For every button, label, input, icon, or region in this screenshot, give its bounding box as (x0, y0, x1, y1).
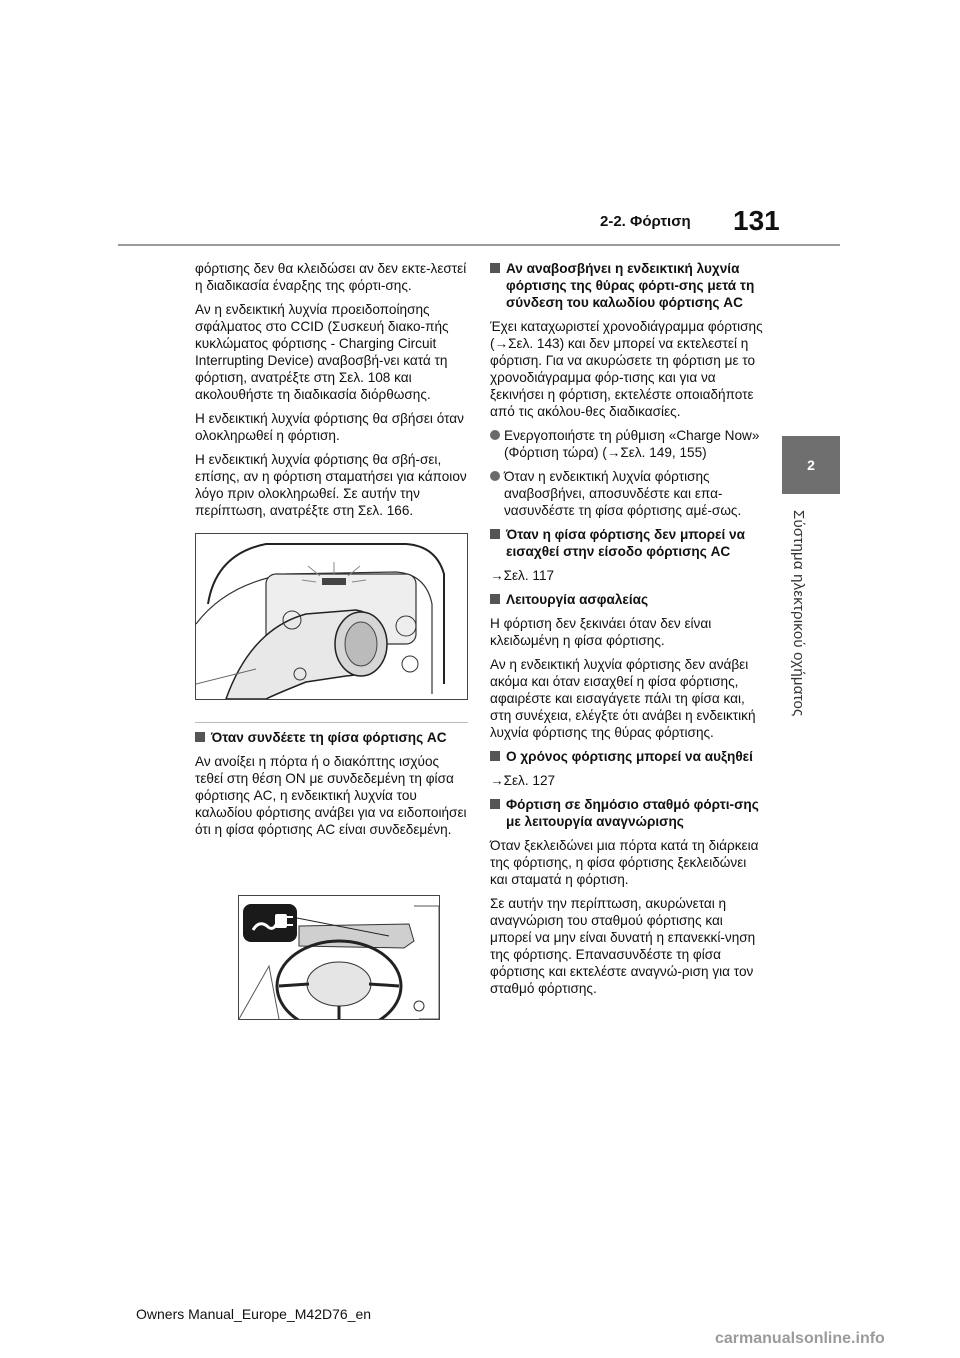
heading-square-icon (195, 732, 205, 742)
section-title: 2-2. Φόρτιση (600, 213, 691, 230)
chapter-label: Σύστημα ηλεκτρικού οχήματος (790, 510, 807, 717)
page-reference: →Σελ. 127 (490, 773, 556, 788)
paragraph: Αν ανοίξει η πόρτα ή ο διακόπτης ισχύος τεθεί στη θέση ON με συνδεδεμένη τη φίσα φόρτισης AC, η ενδεικτική λυχνία του καλωδίου φόρτισης ανάβει για να ειδοποιήσει ότι η φίσα φόρτισης AC είναι συνδεδεμένη. (195, 754, 467, 837)
bullet-dot-icon (490, 471, 500, 481)
section-heading: Όταν η φίσα φόρτισης δεν μπορεί να εισαχθεί στην είσοδο φόρτισης AC (490, 526, 765, 560)
chapter-tab: 2 (782, 436, 840, 494)
header-rule (118, 244, 840, 246)
paragraph: Όταν ξεκλειδώνει μια πόρτα κατά τη διάρκεια της φόρτισης, η φίσα φόρτισης ξεκλειδώνει και σταματά η φόρτιση. (490, 838, 759, 887)
right-column (490, 260, 765, 1004)
paragraph: Η ενδεικτική λυχνία φόρτισης θα σβήσει όταν ολοκληρωθεί η φόρτιση. (195, 411, 464, 443)
dashboard-indicator-illustration (238, 895, 440, 1020)
section-heading: Ο χρόνος φόρτισης μπορεί να αυξηθεί (490, 748, 765, 765)
section-heading: Αν αναβοσβήνει η ενδεικτική λυχνία φόρτισης της θύρας φόρτι-σης μετά τη σύνδεση του καλωδίου φόρτισης AC (490, 260, 765, 311)
footer-manual-id: Owners Manual_Europe_M42D76_en (136, 1306, 372, 1322)
section-heading: Φόρτιση σε δημόσιο σταθμό φόρτι-σης με λειτουργία αναγνώρισης (490, 796, 765, 830)
watermark: carmanualsonline.info (715, 1330, 885, 1347)
section-rule (195, 722, 468, 723)
page-number: 131 (733, 205, 780, 236)
heading-square-icon (490, 529, 500, 539)
paragraph: Έχει καταχωριστεί χρονοδιάγραμμα φόρτισης (→Σελ. 143) και δεν μπορεί να εκτελεστεί η φόρτιση. Για να ακυρώσετε τη φόρτιση με το χρονοδιάγραμμα φόρ-τισης και για να ξεκινήσει η φόρτιση, εκτελέστε οποιαδήποτε από τις ακόλου-θες διαδικασίες. (490, 319, 763, 419)
paragraph: Η ενδεικτική λυχνία φόρτισης θα σβή-σει, επίσης, αν η φόρτιση σταματήσει για κάποιον λόγο πριν ολοκληρωθεί. Σε αυτήν την περίπτωση, ανατρέξτε στη Σελ. 166. (195, 452, 467, 518)
heading-square-icon (490, 263, 500, 273)
paragraph: Αν η ενδεικτική λυχνία φόρτισης δεν ανάβει ακόμα και όταν εισαχθεί η φίσα φόρτισης, αφαιρέστε και εισαγάγετε πάλι τη φίσα και, στη συνέχεια, ελέγξτε ότι ανάβει η ενδεικτική λυχνία φόρτισης της θύρας φόρτισης. (490, 657, 756, 740)
paragraph: Σε αυτήν την περίπτωση, ακυρώνεται η αναγνώριση του σταθμού φόρτισης και μπορεί να μην είναι δυνατή η επανεκκί-νηση της φόρτισης. Επανασυνδέστε τη φίσα φόρτισης και εκτελέστε αναγνώ-ριση για τον σταθμό φόρτισης. (490, 896, 756, 996)
paragraph: Η φόρτιση δεν ξεκινάει όταν δεν είναι κλειδωμένη η φίσα φόρτισης. (490, 616, 712, 648)
section-heading: Όταν συνδέετε τη φίσα φόρτισης AC (195, 729, 468, 746)
charging-port-illustration (195, 533, 468, 700)
page-reference: →Σελ. 117 (490, 568, 555, 583)
bullet-item: Όταν η ενδεικτική λυχνία φόρτισης αναβοσβήνει, αποσυνδέστε και επα-νασυνδέστε τη φίσα φόρτισης αμέ-σως. (490, 468, 765, 519)
heading-square-icon (490, 799, 500, 809)
bullet-dot-icon (490, 430, 500, 440)
heading-square-icon (490, 594, 500, 604)
paragraph: Αν η ενδεικτική λυχνία προειδοποίησης σφάλματος στο CCID (Συσκευή διακο-πής κυκλώματος φόρτισης - Charging Circuit Interrupting Device) αναβοσβή-νει κατά τη φόρτιση, ανατρέξτε στη Σελ. 108 και ακολουθήστε τη διαδικασία διόρθωσης. (195, 302, 449, 402)
heading-square-icon (490, 751, 500, 761)
bullet-item: Ενεργοποιήστε τη ρύθμιση «Charge Now» (Φόρτιση τώρα) (→Σελ. 149, 155) (490, 427, 765, 461)
section-heading: Λειτουργία ασφαλείας (490, 591, 765, 608)
paragraph: φόρτισης δεν θα κλειδώσει αν δεν εκτε-λεστεί η διαδικασία έναρξης της φόρτι-σης. (195, 261, 467, 293)
left-column (195, 260, 468, 845)
